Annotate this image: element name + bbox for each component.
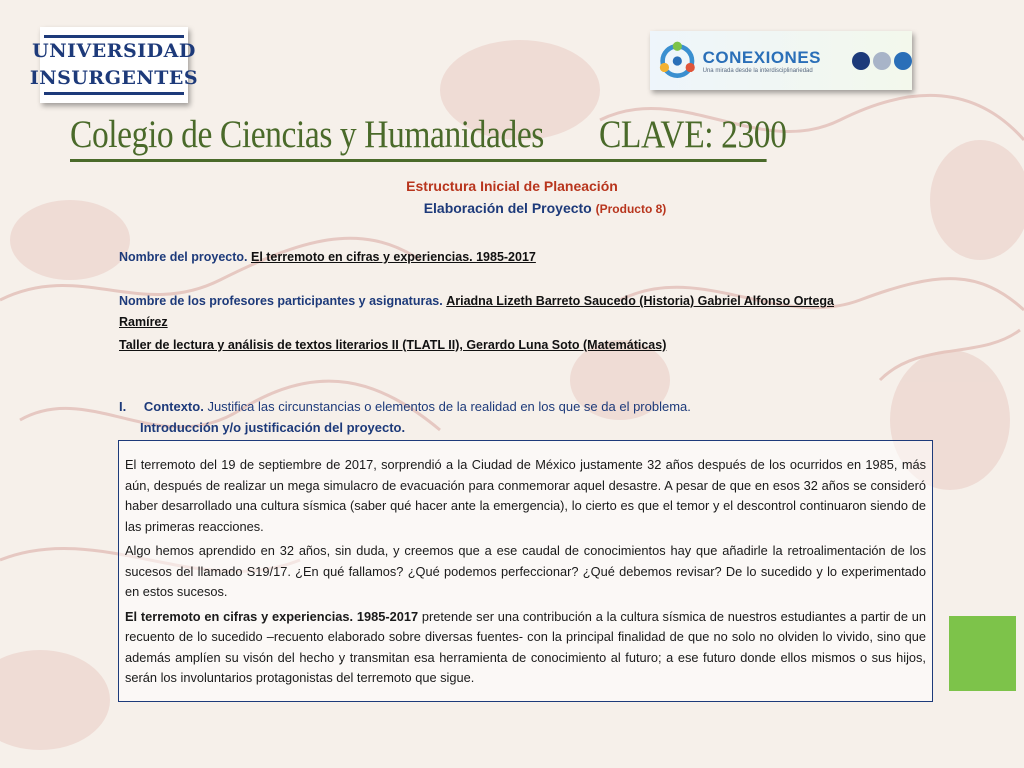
logo-bar-bottom [44, 92, 184, 95]
accent-square [949, 616, 1016, 691]
page-title [70, 112, 787, 162]
context-heading-row [119, 399, 691, 414]
paragraph-3-rest: pretende ser una contribución a la cultura sísmica de nuestros estudiantes a partir de un recuento de lo sucedido –recuento elaborado sobre diversas fuentes- con la principal finalidad de que no solo no olviden lo vivido, sino que además amplíen su visón del hecho y transmitan esa herramienta de conocimiento al futuro; a ese futuro donde ellos mismos o sus hijos, serán los involuntarios protagonistas del terremoto que sigue. [125, 608, 926, 685]
section-number: I. [119, 399, 127, 414]
network-icon [658, 40, 697, 82]
subtitle-elaboracion [33, 200, 1024, 216]
conexiones-title: CONEXIONES [702, 47, 821, 67]
paragraph-2: Algo hemos aprendido en 32 años, sin duda, y creemos que a ese caudal de conocimientos hay que añadirle la retroalimentación de los sucesos del llamado S19/17. ¿En qué fallamos? ¿Qué podemos perfeccionar? ¿Qué debemos revisar? De lo sucedido y lo experimentado en estos sucesos. [125, 543, 926, 599]
context-description: Justifica las circunstancias o elementos de la realidad en los que se da el problema. [207, 399, 691, 414]
title-text: Colegio de Ciencias y Humanidades [70, 113, 544, 156]
subtitle-estructura: Estructura Inicial de Planeación [406, 178, 618, 194]
clave-text: CLAVE: 2300 [598, 113, 787, 156]
teachers-row [119, 291, 889, 333]
fifty-anniversary-icon [873, 52, 891, 70]
product-tag: (Producto 8) [595, 202, 667, 216]
project-name-row [119, 250, 536, 264]
paragraph-3-bold: El terremoto en cifras y experiencias. 1985-2017 [125, 608, 419, 624]
justification-box [118, 440, 933, 702]
subjects-row [119, 338, 666, 352]
logo-text-line1: UNIVERSIDAD [32, 40, 196, 62]
conexiones-logo [650, 31, 912, 90]
universidad-insurgentes-logo [29, 27, 199, 103]
paragraph-1: El terremoto del 19 de septiembre de 2017, sorprendió a la Ciudad de México justamente 32 años después de los ocurridos en 1985, más aún, después de realizar un mega simulacro de evacuación para conmemorar aquel desastre. A pesar de que en esos 32 años se consideró haber desarrollado una cultura sísmica (saber qué hacer ante la emergencia), lo cierto es que el temor y el descontrol continuaron siendo de las primeras reacciones. [125, 457, 926, 534]
teachers-value-line3: Taller de lectura y análisis de textos literarios II (TLATL II), Gerardo Luna Soto (Matemáticas) [119, 338, 667, 352]
project-name-label: Nombre del proyecto. [119, 250, 248, 264]
intro-heading: Introducción y/o justificación del proyecto. [140, 420, 406, 435]
si-badge-icon [894, 52, 912, 70]
project-name-value: El terremoto en cifras y experiencias. 1985-2017 [250, 250, 536, 264]
conexiones-subtitle: Una mirada desde la interdisciplinariedad [702, 67, 813, 74]
context-heading: Contexto. [143, 399, 204, 414]
teachers-value-line2: Ramírez [119, 315, 168, 329]
paragraph-3 [125, 607, 926, 689]
logo-text-line2: INSURGENTES [29, 67, 199, 89]
teachers-label: Nombre de los profesores participantes y asignaturas. [119, 294, 443, 308]
unam-seal-icon [852, 52, 870, 70]
logo-bar-top [44, 35, 184, 38]
subtitle-elaboracion-text: Elaboración del Proyecto [423, 200, 592, 216]
teachers-value-line1: Ariadna Lizeth Barreto Saucedo (Historia) Gabriel Alfonso Ortega [446, 294, 835, 308]
